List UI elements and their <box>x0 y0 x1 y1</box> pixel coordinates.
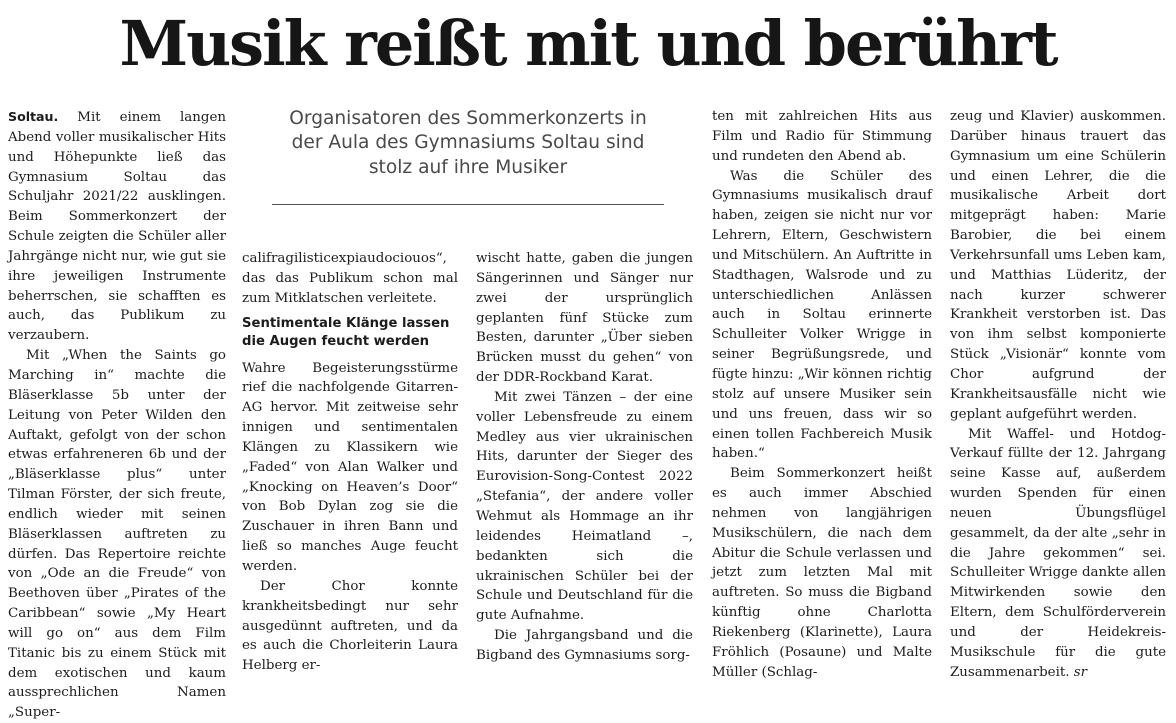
paragraph: Beim Sommerkonzert heißt es auch immer Abschied nehmen von langjährigen Musikschülern, die nach dem Abitur die Schule verlassen und jetzt zum letzten Mal mit auftreten. So muss die Bigband künftig ohne Charlotta Riekenberg (Klarinette), Laura Fröhlich (Posaune) und Malte Müller (Schlag- <box>712 466 932 680</box>
article-column-3 <box>476 249 693 666</box>
dateline: Soltau. <box>8 109 59 124</box>
paragraph: Mit zwei Tänzen – der eine voller Lebensfreude zu einem Medley aus vier ukrainischen Hits, darunter der Sieger des Eurovision-Song-Contest 2022 „Stefania“, der andere voller Wehmut als Hommage an ihr leidendes Heimatland –, bedankten sich die ukrainischen Schüler bei der Schule und Deutschland für die gute Aufnahme. <box>476 389 693 624</box>
paragraph: ten mit zahlreichen Hits aus Film und Radio für Stimmung und rundeten den Abend ab. <box>712 109 932 164</box>
paragraph: Der Chor konnte krankheitsbedingt nur sehr ausgedünnt auftreten, und da es auch die Chorleiterin Laura Helberg er- <box>242 578 458 674</box>
pullquote-rule <box>272 204 664 205</box>
paragraph-text: Mit einem langen Abend voller musikalischer Hits und Höhepunkte ließ das Gymnasium Soltau das Schuljahr 2021/22 ausklingen. Beim Sommerkonzert der Schule zeigten die Schüler aller Jahrgänge nicht nur, wie gut sie ihre jeweiligen Instrumente beherrschen, sie schafften es auch, das Publikum zu verzaubern. <box>8 110 226 344</box>
paragraph: califragilisticexpiaudociouos“, das das Publikum schon mal zum Mitklatschen verleitete. <box>242 251 458 306</box>
article-column-4 <box>712 107 932 682</box>
paragraph: Wahre Begeisterungsstürme rief die nachfolgende Gitarren-AG hervor. Mit zeitweise sehr innigen und sentimentalen Klängen zu Klassikern wie „Faded“ von Alan Walker und „Knocking on Heaven’s Door“ von Bob Dylan zog sie die Zuschauer in ihren Bann und ließ so manches Auge feucht werden. <box>242 360 458 574</box>
author-byline: sr <box>1073 664 1088 680</box>
paragraph: Die Jahrgangsband und die Bigband des Gymnasiums sorg- <box>476 628 693 663</box>
headline: Musik reißt mit und berührt <box>119 7 1057 80</box>
paragraph: wischt hatte, gaben die jungen Sängerinnen und Sänger nur zwei der ursprünglich geplanten fünf Stücke zum Besten, darunter „Über sieben Brücken musst du gehen“ von der DDR-Rockband Karat. <box>476 251 693 386</box>
pullquote: Organisatoren des Sommerkonzerts in der Aula des Gymnasiums Soltau sind stolz auf ihre Musiker <box>289 108 647 178</box>
paragraph <box>950 425 1166 683</box>
subheading: Sentimentale Klänge lassen die Augen feucht werden <box>242 315 450 349</box>
article-column-5 <box>950 107 1166 682</box>
paragraph-text: Mit Waffel- und Hotdog-Verkauf füllte der 12. Jahrgang seine Kasse auf, außerdem wurden Spenden für einen neuen Übungsflügel gesammelt, da der alte „sehr in die Jahre gekommen“ sei. Schulleiter Wrigge dankte allen Mitwirkenden sowie den Eltern, dem Schulförderverein und der Heidekreis-Musikschule für die gute Zusammenarbeit. <box>950 426 1166 680</box>
paragraph: Mit „When the Saints go Marching in“ machte die Bläserklasse 5b unter der Leitung von Peter Wilden den Auftakt, gefolgt von der schon etwas erfahreneren 6b und der „Bläserklasse plus“ unter Tilman Förster, der sich freute, endlich wieder mit seinen Bläserklassen auftreten zu dürfen. Das Repertoire reichte von „Ode an die Freude“ von Beethoven über „Pirates of the Caribbean“ sowie „My Heart will go on“ aus dem Film Titanic bis zu einem Stück mit dem exotischen und kaum aussprechlichen Namen „Super- <box>8 348 226 721</box>
article-column-1 <box>8 107 226 723</box>
paragraph: Was die Schüler des Gymnasiums musikalisch drauf haben, zeigen sie nicht nur vor Lehrern, Eltern, Geschwistern und Mitschülern. An Auftritte in Stadthagen, Walsrode und zu unterschiedlichen Anlässen auch in Soltau erinnerte Schulleiter Volker Wrigge in seiner Begrüßungsrede, und fügte hinzu: „Wir können richtig stolz auf unsere Musiker sein und uns freuen, dass wir so einen tollen Fachbereich Musik haben.“ <box>712 168 932 462</box>
article-column-2 <box>242 249 458 676</box>
paragraph <box>8 107 226 346</box>
paragraph: zeug und Klavier) auskommen. Darüber hinaus trauert das Gymnasium um eine Schülerin und einen Lehrer, die die musikalische Arbeit dort mitgeprägt haben: Marie Barobier, die bei einem Verkehrsunfall ums Leben kam, und Matthias Lüderitz, der nach kurzer schwerer Krankheit verstorben ist. Das von ihm selbst komponierte Stück „Visionär“ konnte vom Chor aufgrund der Krankheitsausfälle nicht wie geplant aufgeführt werden. <box>950 109 1166 422</box>
